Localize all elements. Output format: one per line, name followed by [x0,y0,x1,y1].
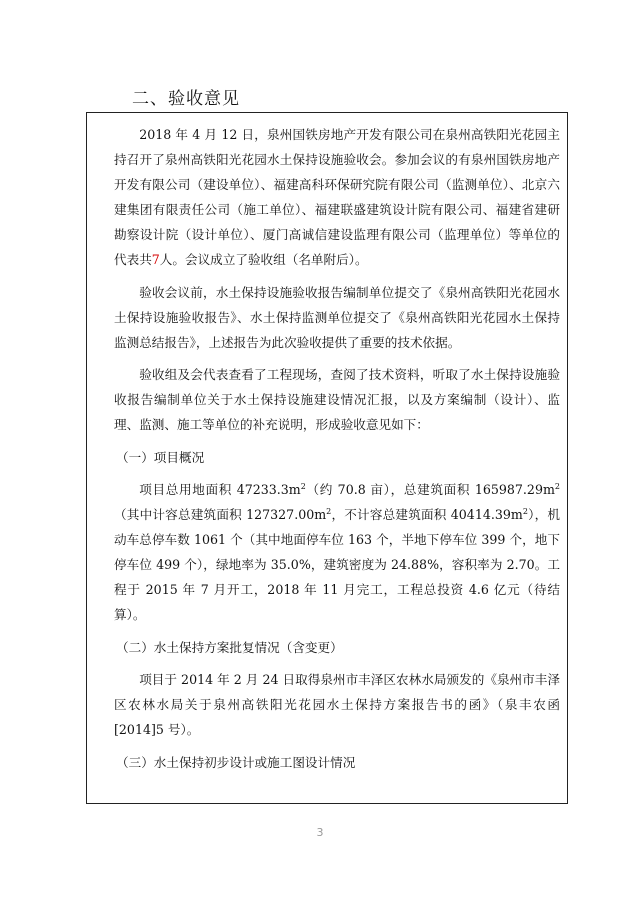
overview-text: ），机动车总停车数 1061 个（其中地面停车位 163 个，半地下停车位 399 个，地下停车位 499 个），绿地率为 35.0%，建筑密度为 24.88%，容积率为 2.70。工程于 2015 年 7 月开工，2018 年 11 月完工，工程总投资 4.6 亿元（待结算）。 [114,507,560,622]
attendee-count: 7 [151,252,160,267]
superscript: 2 [522,507,528,516]
opinion-content [114,122,560,782]
approval-paragraph: 项目于 2014 年 2 月 24 日取得泉州市丰泽区农林水局颁发的《泉州市丰泽区农林水局关于泉州高铁阳光花园水土保持方案报告书的函》（泉丰农函[2014]5 号）。 [114,672,560,737]
page-number: 3 [316,826,324,839]
reports-paragraph: 验收会议前，水土保持设施验收报告编制单位提交了《泉州高铁阳光花园水土保持设施验收报告》、水土保持监测单位提交了《泉州高铁阳光花园水土保持监测总结报告》，上述报告为此次验收提供了重要的技术依据。 [114,284,560,350]
overview-text: ，不计容总建筑面积 40414.39m [331,507,523,522]
approval-title: （二）水土保持方案批复情况（含变更） [116,639,343,655]
design-title: （三）水土保持初步设计或施工图设计情况 [116,754,356,770]
superscript: 2 [326,507,332,516]
project-overview-paragraph [114,477,560,627]
inspection-paragraph: 验收组及会代表查看了工程现场，查阅了技术资料，听取了水土保持设施验收报告编制单位关于水土保持设施建设情况汇报，以及方案编制（设计）、监理、监测、施工等单位的补充说明，形成验收意见如下： [114,367,560,432]
meeting-text: 2018 年 4 月 12 日，泉州国铁房地产开发有限公司在泉州高铁阳光花园主持召开了泉州高铁阳光花园水土保持设施验收会。参加会议的有泉州国铁房地产开发有限公司（建设单位）、福建高科环保研究院有限公司（监测单位）、北京六建集团有限责任公司（施工单位）、福建联盛建筑设计院有限公司、福建省建研勘察设计院（设计单位）、厦门高诚信建设监理有限公司（监理单位）等单位的代表共 [114,127,560,267]
section-heading: 二、验收意见 [132,89,240,109]
overview-text: （其中计容总建筑面积 127327.00m [114,507,327,522]
overview-text: 项目总用地面积 47233.3m [139,482,301,497]
project-overview-title: （一）项目概况 [116,449,205,465]
superscript: 2 [554,482,560,491]
superscript: 2 [300,482,306,491]
overview-text: （约 70.8 亩），总建筑面积 165987.29m [305,482,555,497]
meeting-paragraph [114,122,560,272]
meeting-text-end: 人。会议成立了验收组（名单附后）。 [159,252,368,267]
